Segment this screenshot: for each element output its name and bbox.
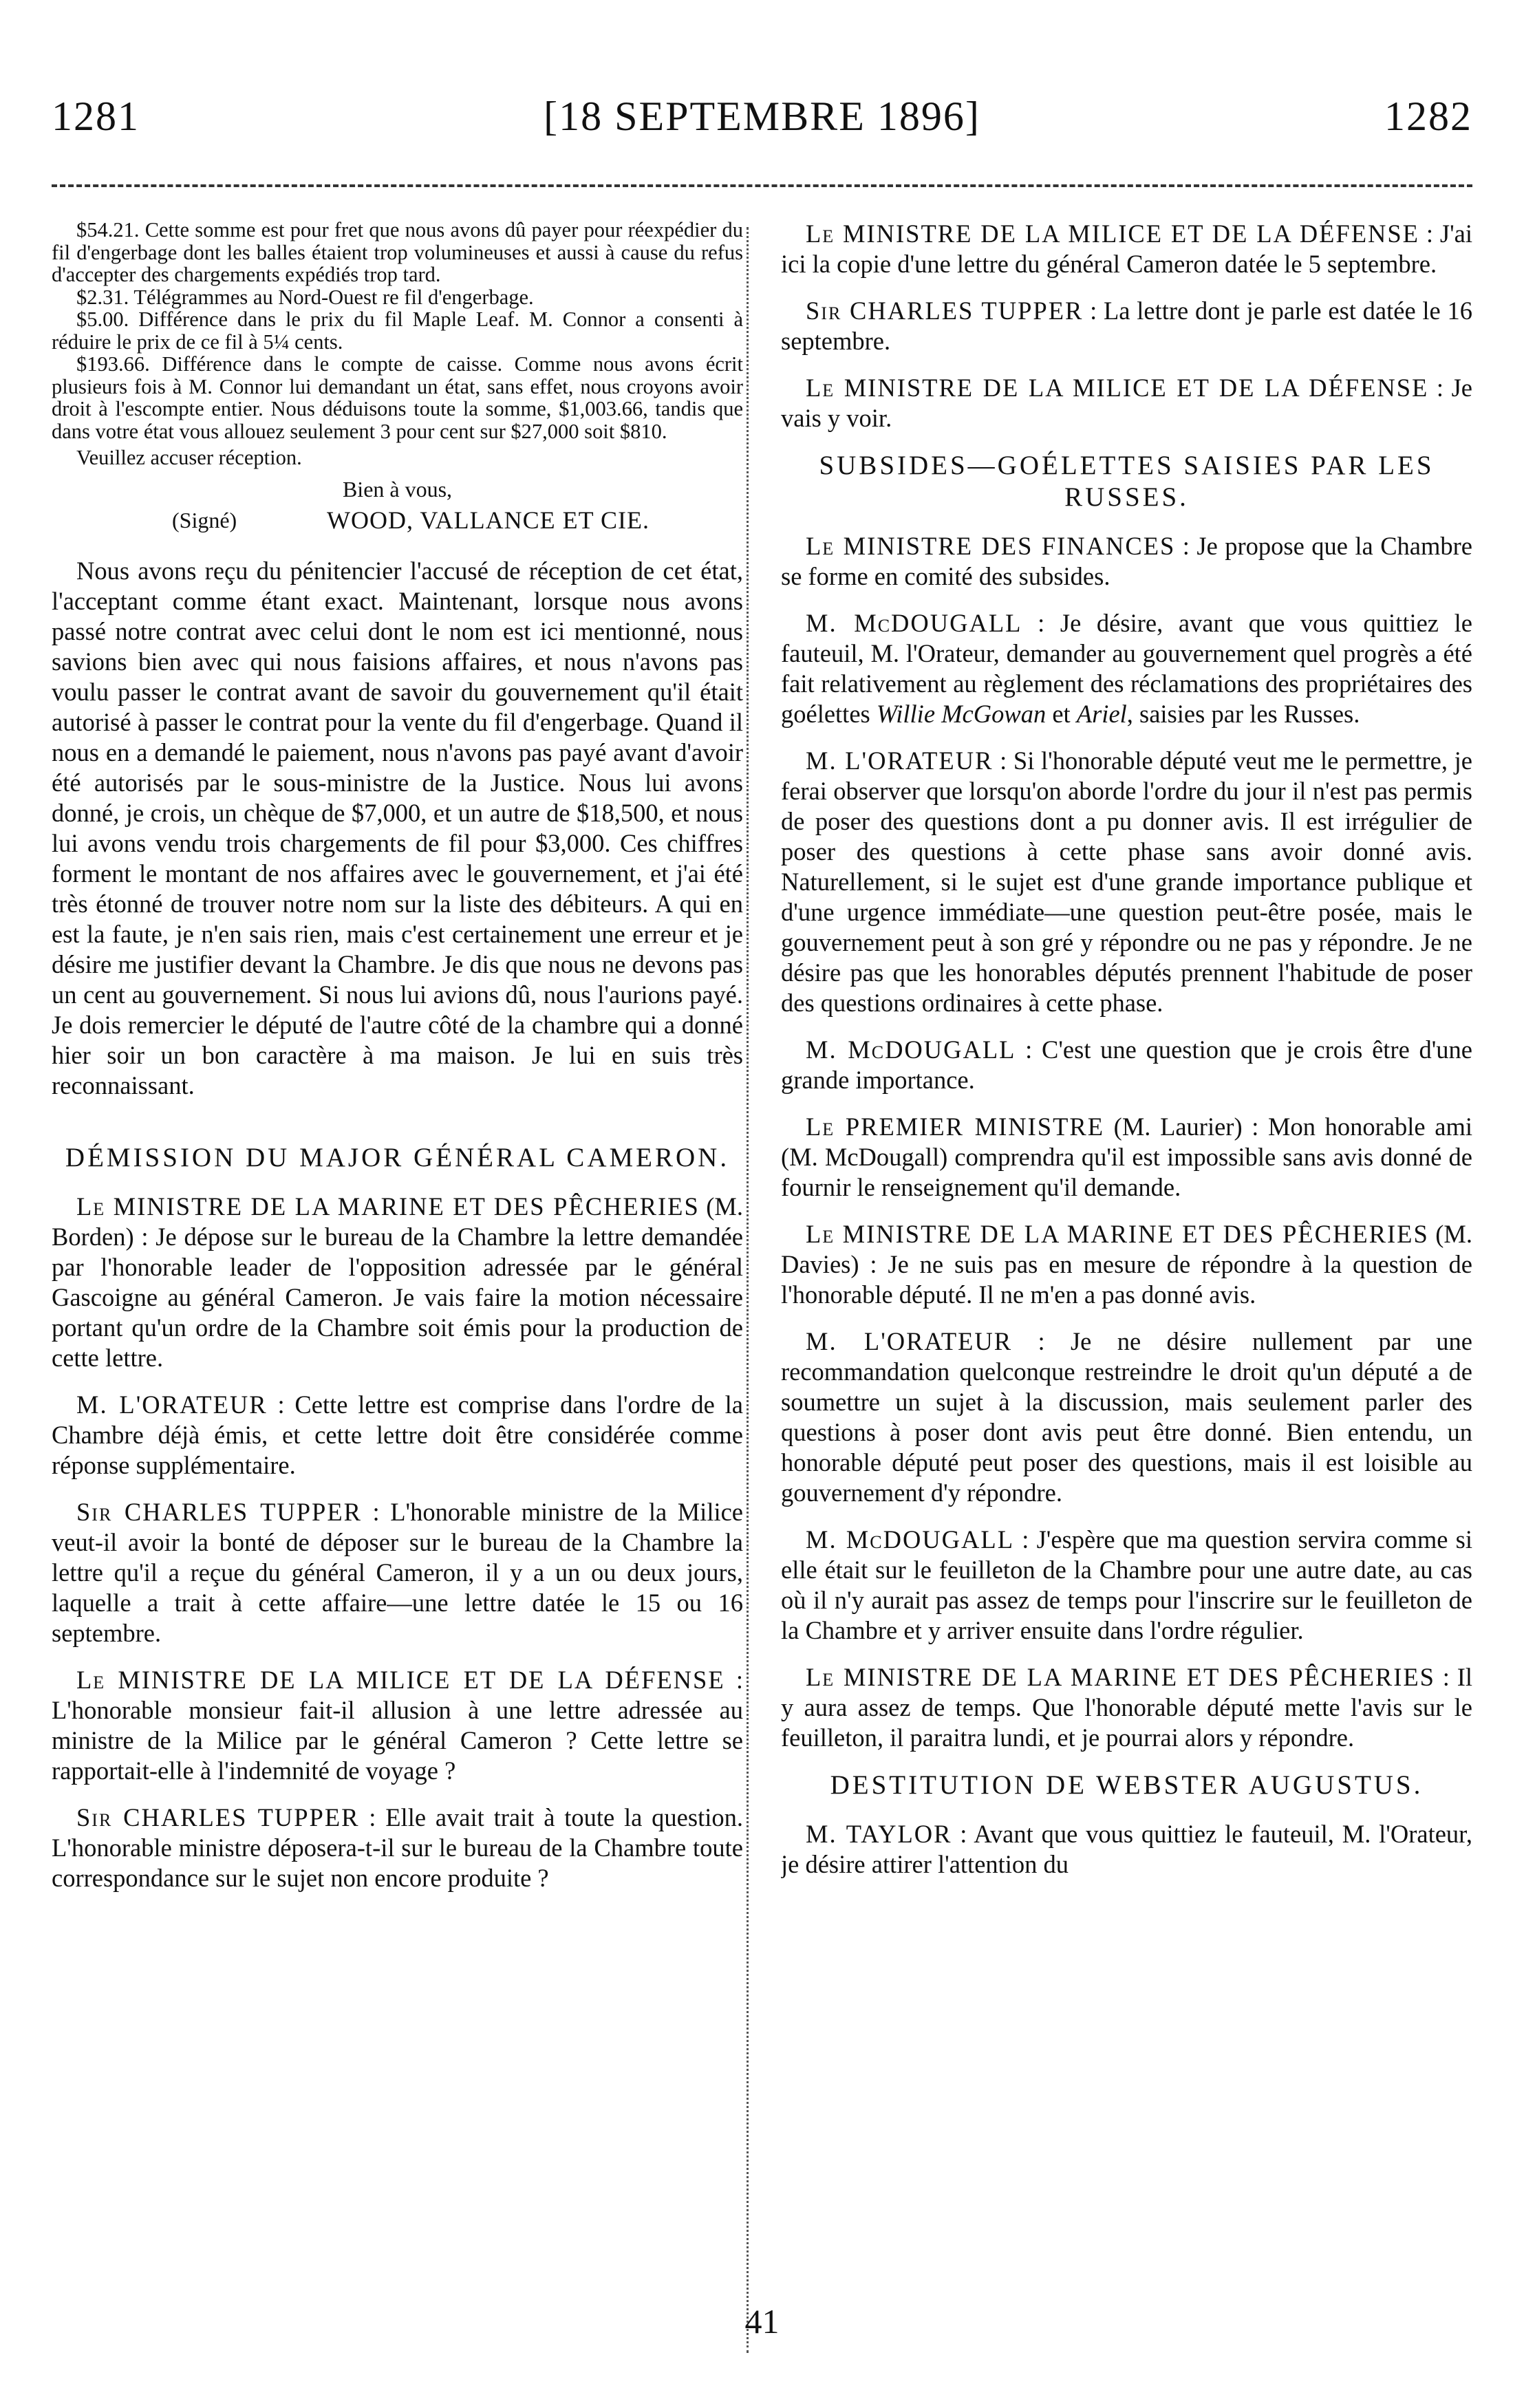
section-title: DESTITUTION DE WEBSTER AUGUSTUS. — [830, 1770, 1424, 1800]
speech-text: : Je désire, avant que vous quittiez le fauteuil, M. l'Orateur, demander au gouvernement quel progrès a été fait relativement au règlement des réclamations des propriétaires des goélettes — [781, 609, 1472, 728]
signature-firm: WOOD, VALLANCE ET CIE. — [327, 506, 650, 534]
section-title: SUBSIDES—GOÉLETTES SAISIES PAR LES RUSSES. — [819, 451, 1435, 512]
paragraph: Nous avons reçu du pénitencier l'accusé de réception de cet état, l'acceptant comme étant exact. Maintenant, lorsque nous avons passé notre contrat avec celui dont le nom est ici mentionné, nous savions bien avec qui nous faisions affaires, et nous n'avons pas voulu passer le contrat avant de savoir du gouvernement qu'il était autorisé à passer le contrat pour la vente du fil d'engerbage. Quand il nous en a demandé le paiement, nous n'avons pas payé avant d'avoir été autorisés par le sous-ministre de la Justice. Nous lui avons donné, je crois, un chèque de $7,000, et un autre de $18,500, et nous lui avons vendu trois chargements de fil pour $3,000. Ces chiffres forment le montant de nos affaires avec le gouvernement, et j'ai été très étonné de trouver notre nom sur la liste des débiteurs. A qui en est la faute, je n'en sais rien, mais c'est certainement une erreur et je désire me justifier devant la Chambre. Je dis que nous ne devons pas un cent au gouvernement. Si nous lui avions dû, nous l'aurions payé. Je dois remercier le député de l'autre côté de la chambre qui a donné hier soir un bon caractère à ma maison. Je lui en suis très reconnaissant. — [52, 556, 743, 1099]
page-header — [52, 93, 1472, 148]
speech-text: : Je vais y voir. — [781, 374, 1472, 432]
letter-signature — [52, 505, 743, 535]
speech-paragraph — [781, 1525, 1472, 1646]
speaker-name: Sir CHARLES TUPPER — [76, 1497, 362, 1526]
page-number-right: 1282 — [1384, 94, 1472, 139]
speech-paragraph — [781, 1112, 1472, 1203]
ship-name: Willie McGowan — [876, 700, 1047, 728]
speech-text: (M. Davies) : Je ne suis pas en mesure de répondre à la question de l'honorable député. Il ne m'en a pas donné avis. — [781, 1220, 1472, 1309]
speech-text: : J'espère que ma question servira comme si elle était sur le feuilleton de la Chambre pour une autre date, au cas où il n'y aurait pas assez de temps pour l'inscrire sur le feuilleton de la Chambre et y arriver ensuite dans l'ordre régulier. — [781, 1525, 1472, 1644]
speech-text: : J'ai ici la copie d'une lettre du général Cameron datée le 5 septembre. — [781, 219, 1472, 278]
speech-text: : Avant que vous quittiez le fauteuil, M. l'Orateur, je désire attirer l'attention du — [781, 1820, 1472, 1878]
speaker-name: M. TAYLOR — [806, 1820, 952, 1848]
speech-paragraph — [781, 373, 1472, 433]
speaker-name: Sir CHARLES TUPPER — [806, 297, 1084, 325]
page-number-left: 1281 — [52, 94, 140, 139]
speech-text: , saisies par les Russes. — [1126, 700, 1360, 728]
speech-text: : Il y aura assez de temps. Que l'honorable député mette l'avis sur le feuilleton, il paraitra lundi, et je pourrai alors y répondre. — [781, 1663, 1472, 1752]
letter-item: $5.00. Différence dans le prix du fil Maple Leaf. M. Connor a consenti à réduire le prix de ce fil à 5¼ cents. — [52, 308, 743, 354]
letter-item: $193.66. Différence dans le compte de caisse. Comme nous avons écrit plusieurs fois à M. Connor lui demandant un état, sans effet, nous croyons avoir droit à l'escompte entier. Nous déduisons toute la somme, $1,003.66, tandis que dans votre état vous allouez seulement 3 pour cent sur $27,000 soit $810. — [52, 352, 743, 443]
speech-paragraph — [781, 608, 1472, 729]
speech-text: : Je ne désire nullement par une recommandation quelconque restreindre le droit qu'un député a de soumettre un sujet à la discussion, mais seulement parler des questions à poser dont avis peut être donné. Bien entendu, un honorable député peut poser des questions, mais il est loisible au gouvernement d'y répondre. — [781, 1327, 1472, 1507]
speech-paragraph — [781, 1819, 1472, 1880]
speech-text: et — [1046, 700, 1077, 728]
speaker-name: M. L'ORATEUR — [76, 1390, 268, 1419]
speaker-name: Le MINISTRE DE LA MARINE ET DES PÊCHERIES — [76, 1192, 700, 1221]
page-number-footer: 41 — [744, 2302, 780, 2341]
speech-text: : Si l'honorable député veut me le permettre, je ferai observer que lorsqu'on aborde l'ordre du jour il n'est pas permis de poser des questions dont a pu donner avis. Il est irrégulier de poser des questions à cette phase sans avoir donné avis. Naturellement, si le sujet est d'une grande importance publique et d'une urgence immédiate—une question peut-être posée, mais le gouvernement peut à son gré y répondre ou ne pas y répondre. Je ne désire pas que les honorables députés prennent l'habitude de poser des questions ordinaires à cette phase. — [781, 746, 1472, 1017]
speaker-name: Le MINISTRE DES FINANCES — [806, 532, 1176, 560]
speaker-name: M. McDOUGALL — [806, 1035, 1016, 1064]
letter-item: $54.21. Cette somme est pour fret que nous avons dû payer pour réexpédier du fil d'engerbage dont les balles étaient trop volumineuses et aussi à cause du refus d'accepter des chargements expédiés trop tard. — [52, 219, 743, 286]
speaker-name: M. McDOUGALL — [806, 609, 1022, 637]
speaker-name: M. L'ORATEUR — [806, 1327, 1013, 1355]
speech-text: : Je propose que la Chambre se forme en comité des subsides. — [781, 532, 1472, 590]
speaker-name: M. McDOUGALL — [806, 1525, 1014, 1554]
speaker-name: Le MINISTRE DE LA MILICE ET DE LA DÉFENSE — [806, 374, 1429, 402]
header-date: [18 SEPTEMBRE 1896] — [544, 94, 980, 139]
speaker-name: Le PREMIER MINISTRE — [806, 1112, 1105, 1141]
speaker-name: Le MINISTRE DE LA MILICE ET DE LA DÉFENSE — [76, 1665, 725, 1694]
right-column — [781, 219, 1472, 2338]
left-column — [52, 219, 743, 2338]
speech-paragraph — [781, 219, 1472, 279]
speech-paragraph — [781, 296, 1472, 356]
speech-text: : Elle avait trait à toute la question. L'honorable ministre déposera-t-il sur le bureau de la Chambre toute correspondance sur le sujet non encore produite ? — [52, 1803, 743, 1892]
speech-paragraph — [781, 746, 1472, 1018]
speech-paragraph — [781, 1662, 1472, 1753]
speech-text: : Cette lettre est comprise dans l'ordre de la Chambre déjà émis, et cette lettre doit être considérée comme réponse supplémentaire. — [52, 1390, 743, 1479]
speech-paragraph — [52, 1665, 743, 1786]
header-rule — [52, 184, 1472, 187]
speech-paragraph — [52, 1497, 743, 1648]
speech-text: : C'est une question que je crois être d'une grande importance. — [781, 1035, 1472, 1094]
speaker-name: M. L'ORATEUR — [806, 746, 994, 775]
speech-text: : L'honorable monsieur fait-il allusion à une lettre adressée au ministre de la Milice par le général Cameron ? Cette lettre se rapportait-elle à l'indemnité de voyage ? — [52, 1665, 743, 1785]
letter-item: Veuillez accuser réception. — [76, 446, 302, 469]
speaker-name: Le MINISTRE DE LA MARINE ET DES PÊCHERIES — [806, 1663, 1435, 1691]
letter-closing: Bien à vous, — [342, 476, 453, 502]
speech-paragraph — [52, 1192, 743, 1373]
speech-text: (M. Laurier) : Mon honorable ami (M. McDougall) comprendra qu'il est impossible sans avis donné de fournir le renseignement qu'il demande. — [781, 1112, 1472, 1201]
speaker-name: Le MINISTRE DE LA MILICE ET DE LA DÉFENSE — [806, 219, 1419, 248]
speech-paragraph — [52, 1803, 743, 1893]
speech-paragraph — [781, 1035, 1472, 1095]
speech-text: : L'honorable ministre de la Milice veut-il avoir la bonté de déposer sur le bureau de la Chambre la lettre qu'il a reçue du général Cameron, il y a un ou deux jours, laquelle a trait à cette affaire—une lettre datée le 15 ou 16 septembre. — [52, 1497, 743, 1647]
speech-text: (M. Borden) : Je dépose sur le bureau de la Chambre la lettre demandée par l'honorable leader de l'opposition adressée par le général Gascoigne au général Cameron. Je vais faire la motion nécessaire portant qu'un ordre de la Chambre soit émis pour la production de cette lettre. — [52, 1192, 743, 1372]
signature-label: (Signé) — [172, 507, 237, 533]
speech-text: : La lettre dont je parle est datée le 16 septembre. — [781, 297, 1472, 355]
letter-item: $2.31. Télégrammes au Nord-Ouest re fil d'engerbage. — [76, 285, 534, 309]
section-title: DÉMISSION DU MAJOR GÉNÉRAL CAMERON. — [65, 1142, 730, 1172]
speech-paragraph — [52, 1390, 743, 1481]
speech-paragraph — [781, 1326, 1472, 1508]
column-divider — [747, 227, 749, 2353]
speech-paragraph — [781, 1219, 1472, 1310]
speech-paragraph — [781, 531, 1472, 592]
speaker-name: Le MINISTRE DE LA MARINE ET DES PÊCHERIES — [806, 1220, 1429, 1248]
ship-name: Ariel — [1076, 700, 1127, 728]
speaker-name: Sir CHARLES TUPPER — [76, 1803, 360, 1831]
